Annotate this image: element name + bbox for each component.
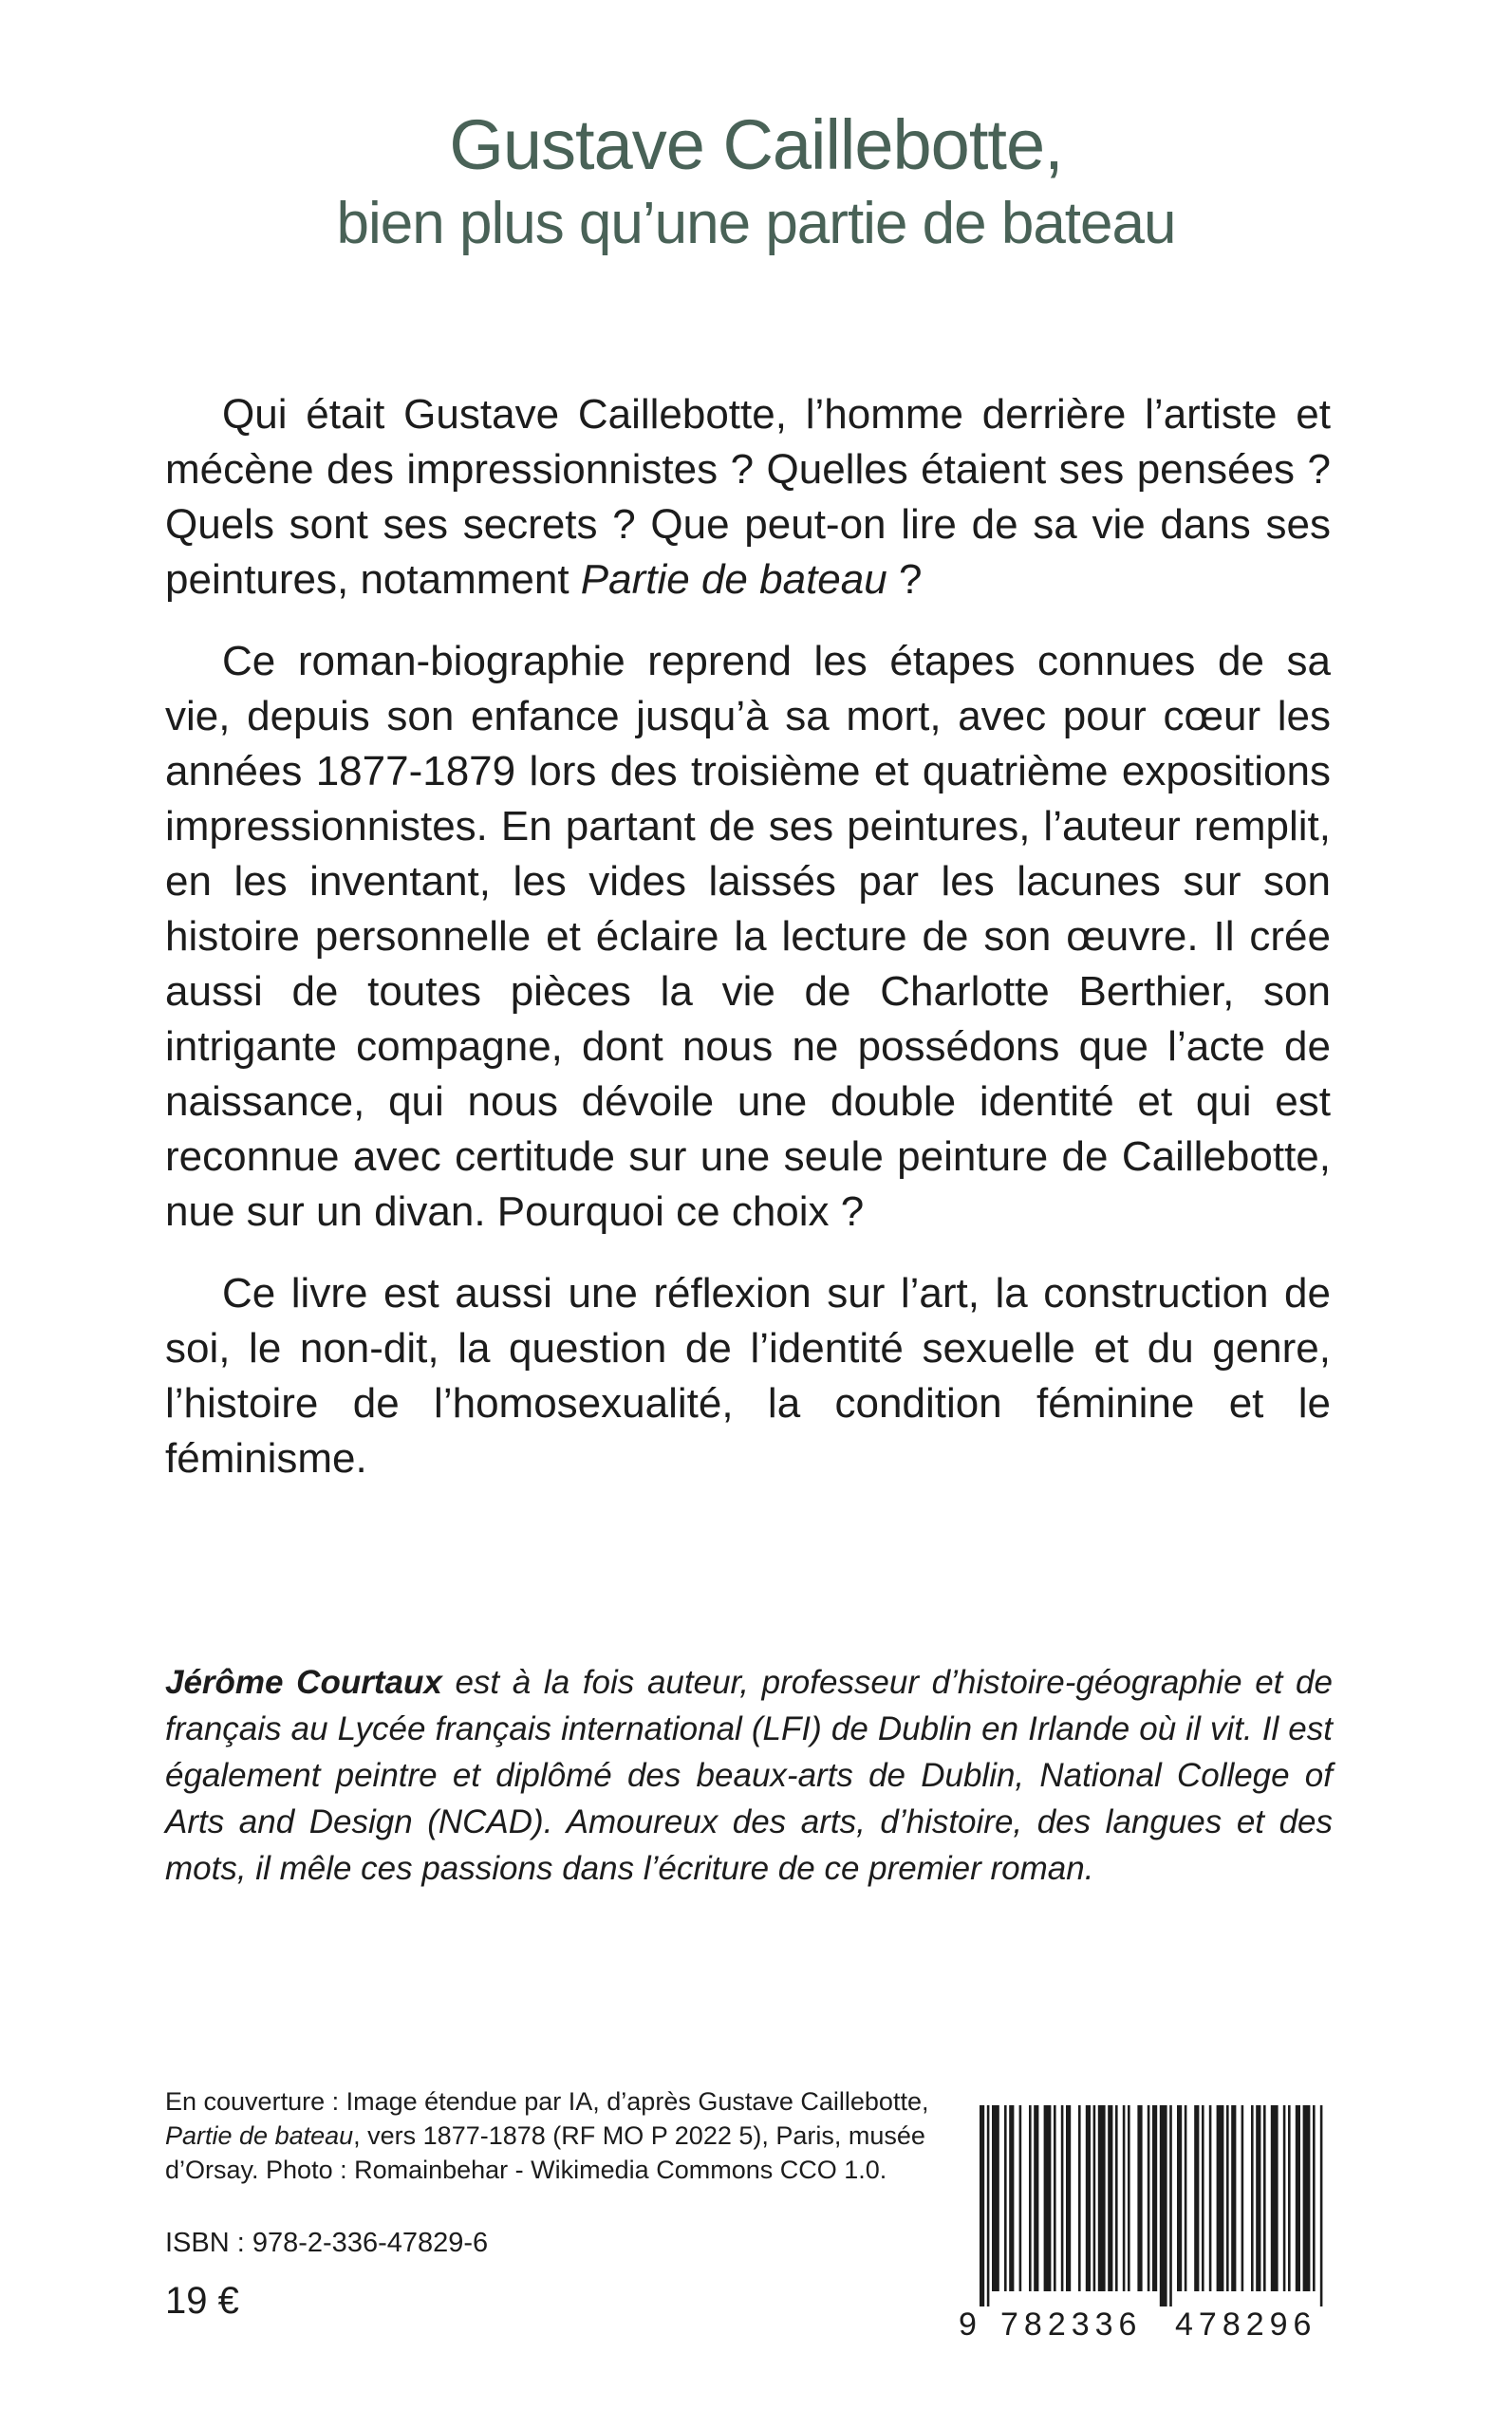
barcode-bar: [1004, 2105, 1007, 2291]
barcode-bar: [1034, 2105, 1038, 2291]
barcode-bar: [1313, 2105, 1316, 2291]
barcode-bar: [1320, 2105, 1323, 2306]
author-bio: Jérôme Courtaux est à la fois auteur, professeur d’histoire-géographie et de français au Lycée français international (LFI) de Dublin en Irlande où il vit. Il est également peintre et diplômé des beaux-arts de Dublin, National College of Arts and Design (NCAD). Amoureux des arts, d’histoire, des langues et des mots, il mêle ces passions dans l’écriture de ce premier roman.: [165, 1664, 1333, 1887]
barcode-bar: [1115, 2105, 1118, 2291]
barcode-bar: [1194, 2105, 1199, 2291]
barcode-bar: [1152, 2105, 1157, 2291]
barcode-bar: [1217, 2105, 1224, 2291]
isbn: ISBN : 978-2-336-47829-6: [165, 2228, 489, 2258]
barcode-bars: [980, 2105, 1322, 2306]
barcode-bar: [1137, 2105, 1142, 2291]
book-title: Gustave Caillebotte,: [449, 105, 1063, 184]
barcode-bar: [980, 2105, 984, 2306]
barcode-bar: [1108, 2105, 1112, 2291]
barcode-bar: [1303, 2105, 1311, 2291]
blurb-paragraph-3: Ce livre est aussi une réflexion sur l’art, la construction de soi, le non-dit, la question de l’identité sexuelle et du genre, l’histoire de l’homosexualité, la condition féminine et le féminisme.: [165, 1270, 1331, 1482]
barcode-bar: [1044, 2105, 1052, 2291]
barcode-bar: [1093, 2105, 1096, 2291]
back-cover-blurb: [165, 387, 1331, 1513]
barcode-digits-right: 478296: [1175, 2306, 1317, 2343]
barcode-bar: [1271, 2105, 1279, 2291]
barcode-bar: [1231, 2105, 1236, 2291]
barcode-bar: [1209, 2105, 1212, 2291]
blurb-paragraph-2: Ce roman-biographie reprend les étapes connues de sa vie, depuis son enfance jusqu’à sa mort, avec pour cœur les années 1877-1879 lors des troisième et quatrième expositions impressionnistes. En partant de ses peintures, l’auteur remplit, en les inventant, les vides laissés par les lacunes sur son histoire personnelle et éclaire la lecture de son œuvre. Il crée aussi de toutes pièces la vie de Charlotte Berthier, son intrigante compagne, dont nous ne possédons que l’acte de naissance, qui nous dévoile une double identité et qui est reconnue avec certitude sur une seule peinture de Caillebotte, nue sur un divan. Pourquoi ce choix ?: [165, 638, 1331, 1235]
barcode-digits-left: 782336: [1000, 2306, 1143, 2343]
barcode-bar: [1086, 2105, 1091, 2291]
author-name: Jérôme Courtaux: [165, 1664, 442, 1701]
barcode-bar: [1256, 2105, 1260, 2291]
barcode-bar: [1177, 2105, 1182, 2291]
blurb-paragraph-1: Qui était Gustave Caillebotte, l’homme derrière l’artiste et mécène des impressionnistes ? Quelles étaient ses pensées ? Quels sont ses secrets ? Que peut-on lire de sa vie dans ses peintures, notamment Partie de bateau ?: [165, 391, 1331, 603]
barcode: [959, 2105, 1357, 2343]
barcode-bar: [1185, 2105, 1187, 2291]
barcode-bar: [1251, 2105, 1254, 2291]
barcode-bar: [1288, 2105, 1291, 2291]
barcode-bar: [1283, 2105, 1286, 2291]
barcode-bar: [1078, 2105, 1081, 2291]
barcode-bar: [1098, 2105, 1106, 2291]
barcode-bar: [987, 2105, 990, 2306]
cover-credit: En couverture : Image étendue par IA, d’après Gustave Caillebotte, Partie de bateau, vers 1877-1878 (RF MO P 2022 5), Paris, musée d’Orsay. Photo : Romainbehar - Wikimedia Commons CCO 1.0.: [165, 2087, 929, 2184]
barcode-bar: [1061, 2105, 1064, 2291]
barcode-bar: [1066, 2105, 1071, 2291]
barcode-bar: [992, 2105, 999, 2291]
barcode-bar: [1128, 2105, 1130, 2291]
barcode-bar: [1029, 2105, 1032, 2291]
painting-title: Partie de bateau: [580, 556, 887, 603]
barcode-digit-first: 9: [959, 2306, 977, 2343]
barcode-bar: [1296, 2105, 1300, 2291]
barcode-bar: [1160, 2105, 1167, 2306]
price: 19 €: [165, 2280, 239, 2322]
barcode-bar: [1123, 2105, 1126, 2291]
barcode-bar: [1169, 2105, 1172, 2306]
barcode-bar: [1241, 2105, 1244, 2291]
barcode-bar: [1148, 2105, 1150, 2291]
title-block: [0, 104, 1512, 262]
barcode-bar: [1009, 2105, 1014, 2291]
barcode-bar: [1019, 2105, 1022, 2291]
barcode-bar: [1226, 2105, 1229, 2291]
barcode-bar: [1054, 2105, 1056, 2291]
barcode-bar: [1263, 2105, 1266, 2291]
book-subtitle: bien plus qu’une partie de bateau: [336, 191, 1176, 256]
barcode-bar: [1202, 2105, 1204, 2291]
